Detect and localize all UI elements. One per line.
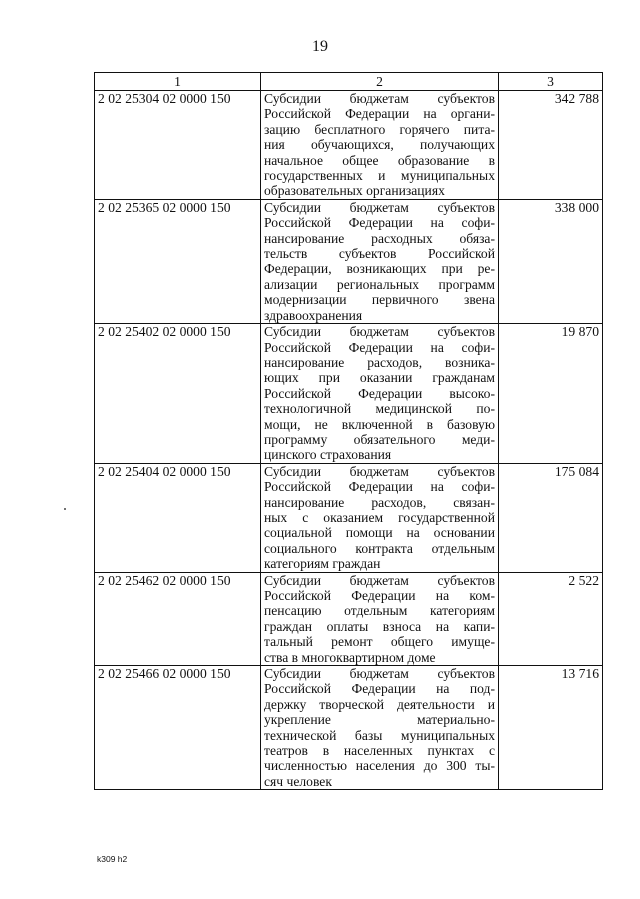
table-row bbox=[95, 572, 603, 665]
description-line: тельств субъектов Российской bbox=[264, 246, 495, 262]
table-row bbox=[95, 324, 603, 464]
budget-code: 2 02 25466 02 0000 150 bbox=[95, 666, 261, 790]
description-line: зацию бесплатного горячего пита- bbox=[264, 121, 495, 137]
subsidy-description bbox=[261, 324, 499, 464]
description-line: Субсидии бюджетам субъектов bbox=[264, 666, 495, 682]
subsidy-description bbox=[261, 572, 499, 665]
description-line: тальный ремонт общего имуще- bbox=[264, 634, 495, 650]
description-line: граждан оплаты взноса на капи- bbox=[264, 618, 495, 634]
description-line: нансирование расходов, связан- bbox=[264, 494, 495, 510]
description-line: держку творческой деятельности и bbox=[264, 696, 495, 712]
description-line: Российской Федерации высоко- bbox=[264, 385, 495, 401]
footer-code: k309 h2 bbox=[97, 854, 128, 864]
column-header-1: 1 bbox=[95, 73, 261, 91]
description-line: нансирование расходных обяза- bbox=[264, 230, 495, 246]
description-line: Субсидии бюджетам субъектов bbox=[264, 463, 495, 479]
description-line: сяч человек bbox=[264, 773, 332, 789]
description-line: ных с оказанием государственной bbox=[264, 509, 495, 525]
description-line: численностью населения до 300 ты- bbox=[264, 758, 495, 774]
description-line: театров в населенных пунктах с bbox=[264, 743, 495, 759]
description-line: ния обучающихся, получающих bbox=[264, 137, 495, 153]
subsidy-description bbox=[261, 91, 499, 200]
subsidy-description bbox=[261, 199, 499, 323]
description-line: мощи, не включенной в базовую bbox=[264, 416, 495, 432]
description-line: Российской Федерации на софи- bbox=[264, 339, 495, 355]
budget-code: 2 02 25404 02 0000 150 bbox=[95, 463, 261, 572]
description-line: категориям граждан bbox=[264, 556, 381, 572]
column-header-3: 3 bbox=[499, 73, 603, 91]
table-row bbox=[95, 199, 603, 323]
description-line: пенсацию отдельным категориям bbox=[264, 603, 495, 619]
amount: 13 716 bbox=[499, 666, 603, 790]
table-header-row bbox=[95, 73, 603, 91]
budget-code: 2 02 25304 02 0000 150 bbox=[95, 91, 261, 200]
amount: 19 870 bbox=[499, 324, 603, 464]
amount: 338 000 bbox=[499, 199, 603, 323]
description-line: ализации региональных программ bbox=[264, 276, 495, 292]
amount: 342 788 bbox=[499, 91, 603, 200]
amount: 175 084 bbox=[499, 463, 603, 572]
description-line: Российской Федерации на под- bbox=[264, 681, 495, 697]
subsidy-description bbox=[261, 463, 499, 572]
description-line: социальной помощи на основании bbox=[264, 525, 495, 541]
table-row bbox=[95, 463, 603, 572]
description-line: начальное общее образование в bbox=[264, 152, 495, 168]
budget-code: 2 02 25365 02 0000 150 bbox=[95, 199, 261, 323]
description-line: ства в многоквартирном доме bbox=[264, 649, 436, 665]
description-line: образовательных организациях bbox=[264, 183, 445, 199]
description-line: Субсидии бюджетам субъектов bbox=[264, 324, 495, 340]
table-row bbox=[95, 666, 603, 790]
description-line: здравоохранения bbox=[264, 307, 363, 323]
description-line: Субсидии бюджетам субъектов bbox=[264, 199, 495, 215]
description-line: цинского страхования bbox=[264, 447, 392, 463]
page-number: 19 bbox=[312, 38, 328, 55]
description-line: Субсидии бюджетам субъектов bbox=[264, 572, 495, 588]
table-row bbox=[95, 91, 603, 200]
amount: 2 522 bbox=[499, 572, 603, 665]
budget-table bbox=[94, 72, 603, 790]
description-line: государственных и муниципальных bbox=[264, 168, 495, 184]
description-line: Российской Федерации на органи- bbox=[264, 106, 495, 122]
description-line: модернизации первичного звена bbox=[264, 292, 495, 308]
description-line: Российской Федерации на ком- bbox=[264, 588, 495, 603]
description-line: технологичной медицинской по- bbox=[264, 401, 495, 417]
budget-code: 2 02 25462 02 0000 150 bbox=[95, 572, 261, 665]
description-line: нансирование расходов, возника- bbox=[264, 354, 495, 370]
description-line: Федерации, возникающих при ре- bbox=[264, 261, 495, 277]
description-line: программу обязательного меди- bbox=[264, 431, 495, 447]
description-line: ющих при оказании гражданам bbox=[264, 370, 495, 386]
scan-speck bbox=[64, 508, 66, 510]
description-line: Российской Федерации на софи- bbox=[264, 479, 495, 495]
description-line: укрепление материально- bbox=[264, 712, 495, 728]
budget-code: 2 02 25402 02 0000 150 bbox=[95, 324, 261, 464]
description-line: технической базы муниципальных bbox=[264, 727, 495, 743]
description-line: Субсидии бюджетам субъектов bbox=[264, 91, 495, 106]
description-line: социального контракта отдельным bbox=[264, 540, 495, 556]
column-header-2: 2 bbox=[261, 73, 499, 91]
subsidy-description bbox=[261, 666, 499, 790]
description-line: Российской Федерации на софи- bbox=[264, 215, 495, 231]
